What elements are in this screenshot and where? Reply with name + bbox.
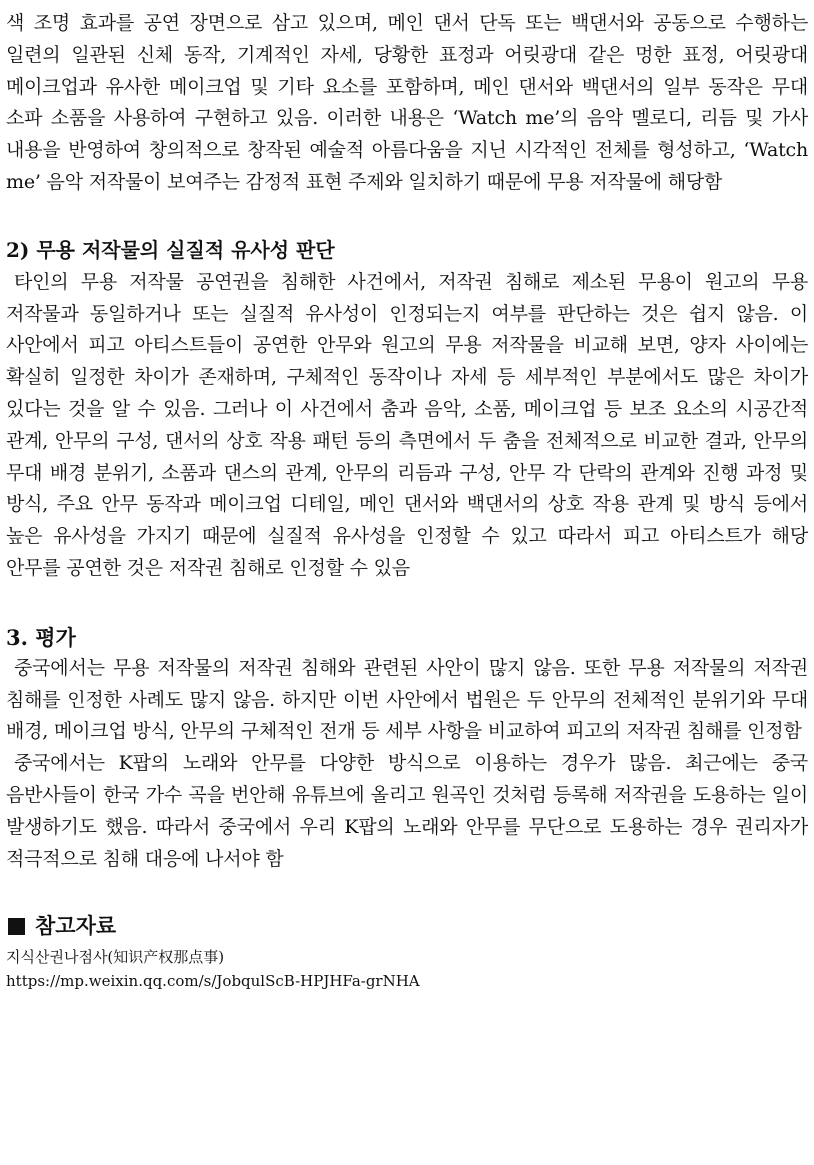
reference-url-line — [6, 969, 808, 993]
section2-paragraph: 타인의 무용 저작물 공연권을 침해한 사건에서, 저작권 침해로 제소된 무용이 원고의 무용 저작물과 동일하거나 또는 실질적 유사성이 인정되는지 여부를 판단하는 것은 쉽지 않음. 이 사안에서 피고 아티스트들이 공연한 안무와 원고의 무용 저작물을 비교해 보면, 양자 사이에는 확실히 일정한 차이가 존재하며, 구체적인 동작이나 자세 등 세부적인 부분에서도 많은 차이가 있다는 것을 알 수 있음. 그러나 이 사건에서 춤과 음악, 소품, 메이크업 등 보조 요소의 시공간적 관계, 안무의 구성, 댄서의 상호 작용 패턴 등의 측면에서 두 춤을 전체적으로 비교한 결과, 안무의 무대 배경 분위기, 소품과 댄스의 관계, 안무의 리듬과 구성, 안무 각 단락의 관계와 진행 과정 및 방식, 주요 안무 동작과 메이크업 디테일, 메인 댄서와 백댄서의 상호 작용 관계 및 방식 등에서 높은 유사성을 가지기 때문에 실질적 유사성을 인정할 수 있고 따라서 피고 아티스트가 해당 안무를 공연한 것은 저작권 침해로 인정할 수 있음 — [6, 270, 808, 579]
section2-heading: 2) 무용 저작물의 실질적 유사성 판단 — [6, 237, 335, 262]
references-heading — [6, 911, 808, 941]
section3-paragraph-1: 중국에서는 무용 저작물의 저작권 침해와 관련된 사안이 많지 않음. 또한 무용 저작물의 저작권 침해를 인정한 사례도 많지 않음. 하지만 이번 사안에서 법원은 두 안무의 전체적인 분위기와 무대 배경, 메이크업 방식, 안무의 구체적인 전개 등 세부 사항을 비교하여 피고의 저작권 침해를 인정함 — [6, 656, 808, 743]
section3-paragraph-2: 중국에서는 K팝의 노래와 안무를 다양한 방식으로 이용하는 경우가 많음. 최근에는 중국 음반사들이 한국 가수 곡을 번안해 유튜브에 올리고 원곡인 것처럼 등록해 저작권을 도용하는 일이 발생하기도 했음. 따라서 중국에서 우리 K팝의 노래와 안무를 무단으로 도용하는 경우 권리자가 적극적으로 침해 대응에 나서야 함 — [6, 752, 808, 870]
section3-heading: 3. 평가 — [6, 624, 76, 650]
section1-paragraph: 색 조명 효과를 공연 장면으로 삼고 있으며, 메인 댄서 단독 또는 백댄서와 공동으로 수행하는 일련의 일관된 신체 동작, 기계적인 자세, 당황한 표정과 어릿광대 같은 멍한 표정, 어릿광대 메이크업과 유사한 메이크업 및 기타 요소를 포함하며, 메인 댄서와 백댄서의 일부 동작은 무대 소파 소품을 사용하여 구현하고 있음. 이러한 내용은 ‘Watch me’의 음악 멜로디, 리듬 및 가사 내용을 반영하여 창의적으로 창작된 예술적 아름다움을 지닌 시각적인 전체를 형성하고, ‘Watch me’ 음악 저작물이 보여주는 감정적 표현 주제와 일치하기 때문에 무용 저작물에 해당함 — [6, 12, 808, 193]
references-heading-label: 참고자료 — [35, 913, 117, 939]
reference-source: 지식산권나점사(知识产权那点事) — [6, 948, 225, 967]
reference-url-link[interactable]: https://mp.weixin.qq.com/s/JobqulScB-HPJHFa-grNHA — [6, 972, 420, 991]
document-page — [6, 8, 808, 993]
black-square-icon — [8, 918, 25, 935]
